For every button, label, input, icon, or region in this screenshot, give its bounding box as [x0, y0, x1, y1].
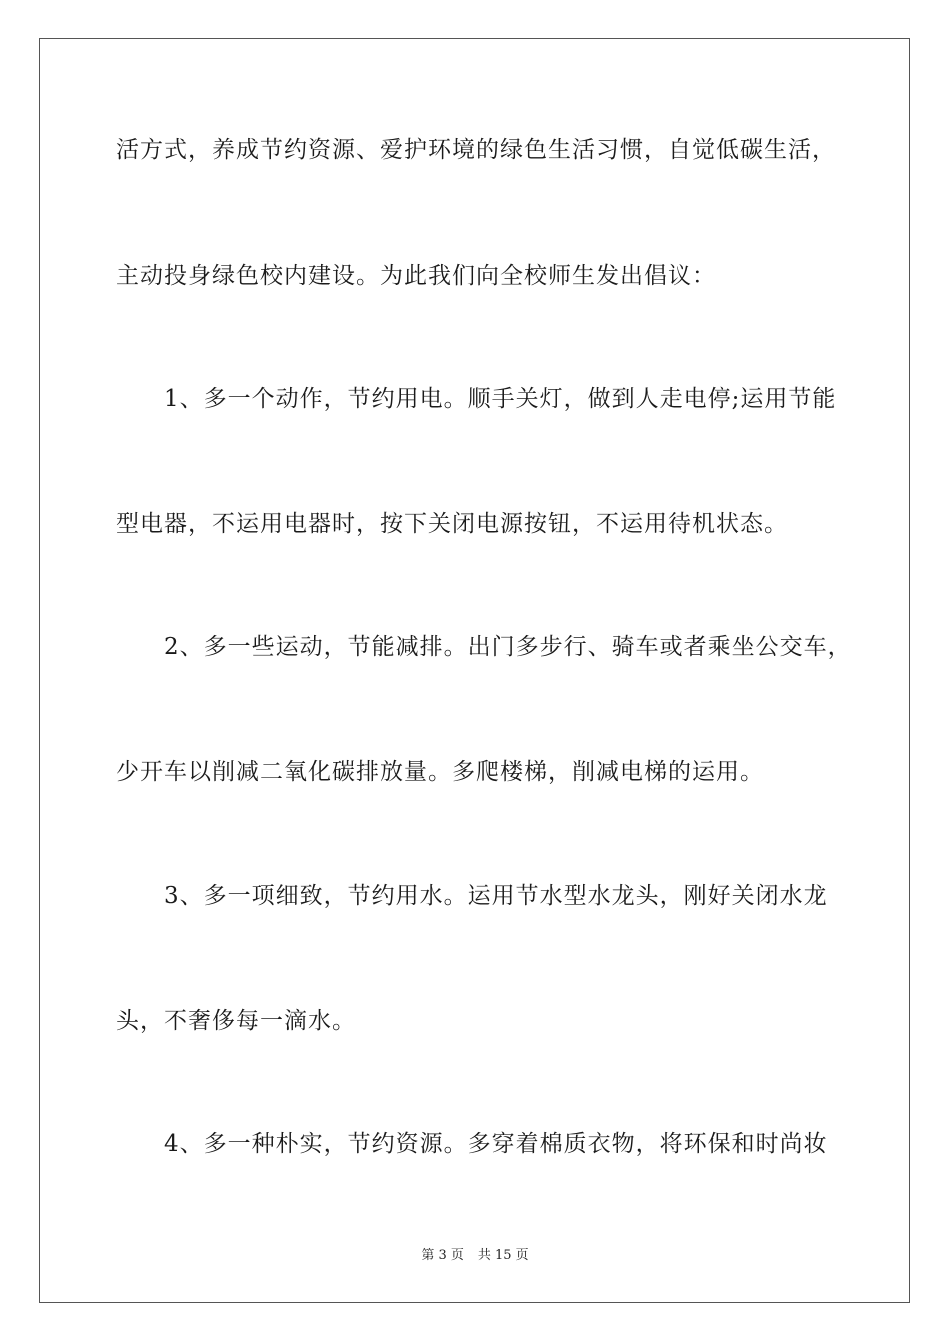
body-text-line: 2、多一些运动，节能减排。出门多步行、骑车或者乘坐公交车， — [164, 634, 852, 660]
page-number: 第 3 页 — [421, 1248, 464, 1263]
body-text-line: 主动投身绿色校内建设。为此我们向全校师生发出倡议： — [116, 263, 716, 289]
page-frame — [39, 38, 910, 1303]
body-text-line: 头，不奢侈每一滴水。 — [116, 1008, 356, 1034]
body-text-line: 1、多一个动作，节约用电。顺手关灯，做到人走电停;运用节能 — [164, 386, 837, 412]
body-text-line: 少开车以削减二氧化碳排放量。多爬楼梯，削减电梯的运用。 — [116, 759, 764, 785]
body-text-line: 3、多一项细致，节约用水。运用节水型水龙头，刚好关闭水龙 — [164, 883, 828, 909]
page-footer — [0, 1247, 950, 1265]
page-total: 共 15 页 — [477, 1248, 529, 1263]
body-text-line: 活方式，养成节约资源、爱护环境的绿色生活习惯，自觉低碳生活， — [116, 137, 836, 163]
body-text-line: 4、多一种朴实，节约资源。多穿着棉质衣物，将环保和时尚妆 — [164, 1131, 828, 1157]
body-text-line: 型电器，不运用电器时，按下关闭电源按钮，不运用待机状态。 — [116, 511, 788, 537]
